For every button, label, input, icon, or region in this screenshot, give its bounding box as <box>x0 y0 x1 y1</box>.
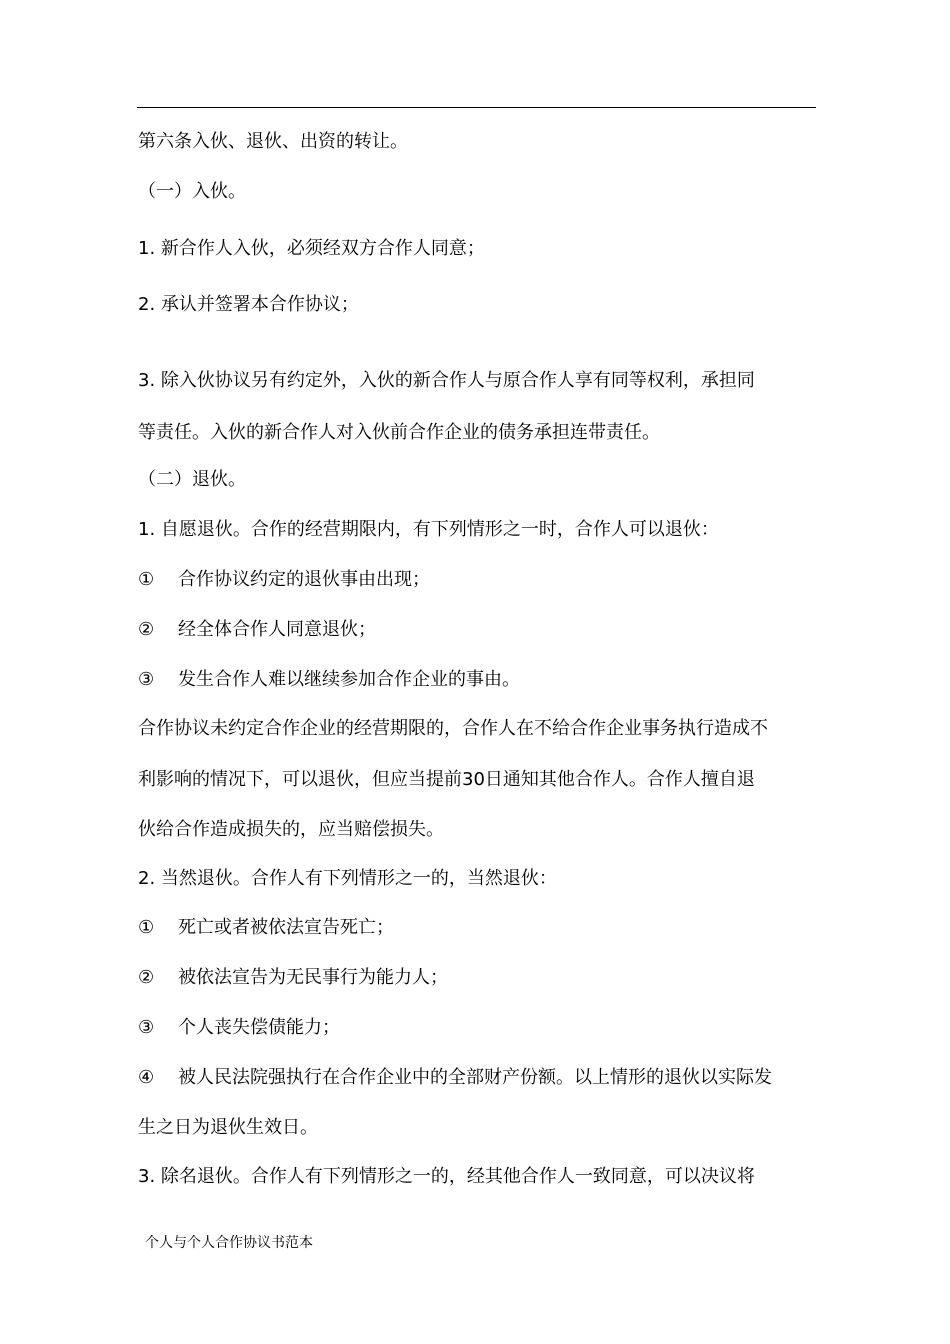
article-heading: 第六条入伙、退伙、出资的转让。 <box>138 131 408 152</box>
section-heading-join: （一）入伙。 <box>138 181 246 202</box>
list-marker: ③ <box>138 1017 155 1038</box>
paragraph: 2. 当然退伙。合作人有下列情形之一的，当然退伙： <box>138 868 557 889</box>
list-item-text: 发生合作人难以继续参加合作企业的事由。 <box>178 669 520 690</box>
paragraph: 伙给合作造成损失的，应当赔偿损失。 <box>138 819 444 840</box>
list-item-text: 死亡或者被依法宣告死亡； <box>178 917 394 938</box>
paragraph: 1. 自愿退伙。合作的经营期限内，有下列情形之一时，合作人可以退伙： <box>138 519 719 540</box>
paragraph: 2. 承认并签署本合作协议； <box>138 294 359 315</box>
section-heading-withdraw: （二）退伙。 <box>138 469 246 490</box>
paragraph: 3. 除入伙协议另有约定外，入伙的新合作人与原合作人享有同等权利，承担同 <box>138 370 755 391</box>
list-item-text: 被依法宣告为无民事行为能力人； <box>178 967 448 988</box>
paragraph: 利影响的情况下，可以退伙，但应当提前30日通知其他合作人。合作人擅自退 <box>138 769 755 790</box>
footer-title: 个人与个人合作协议书范本 <box>145 1235 313 1251</box>
header-rule <box>137 107 816 108</box>
paragraph: 等责任。入伙的新合作人对入伙前合作企业的债务承担连带责任。 <box>138 422 660 443</box>
list-marker: ① <box>138 917 155 938</box>
list-marker: ④ <box>138 1067 155 1088</box>
paragraph: 1. 新合作人入伙，必须经双方合作人同意； <box>138 238 485 259</box>
list-item <box>138 618 376 642</box>
list-item <box>138 568 430 592</box>
list-marker: ② <box>138 619 155 640</box>
list-item-text: 经全体合作人同意退伙； <box>178 619 376 640</box>
paragraph: 3. 除名退伙。合作人有下列情形之一的，经其他合作人一致同意，可以决议将 <box>138 1166 755 1187</box>
list-item-text: 个人丧失偿债能力； <box>178 1017 340 1038</box>
list-item <box>138 1066 772 1090</box>
list-marker: ① <box>138 569 155 590</box>
list-marker: ② <box>138 967 155 988</box>
list-item <box>138 1016 340 1040</box>
paragraph: 生之日为退伙生效日。 <box>138 1117 318 1138</box>
list-item-text: 合作协议约定的退伙事由出现； <box>178 569 430 590</box>
list-item-text: 被人民法院强执行在合作企业中的全部财产份额。以上情形的退伙以实际发 <box>178 1067 772 1088</box>
list-item <box>138 966 448 990</box>
list-item <box>138 916 394 940</box>
paragraph: 合作协议未约定合作企业的经营期限的，合作人在不给合作企业事务执行造成不 <box>138 718 768 739</box>
list-item <box>138 668 520 692</box>
list-marker: ③ <box>138 669 155 690</box>
